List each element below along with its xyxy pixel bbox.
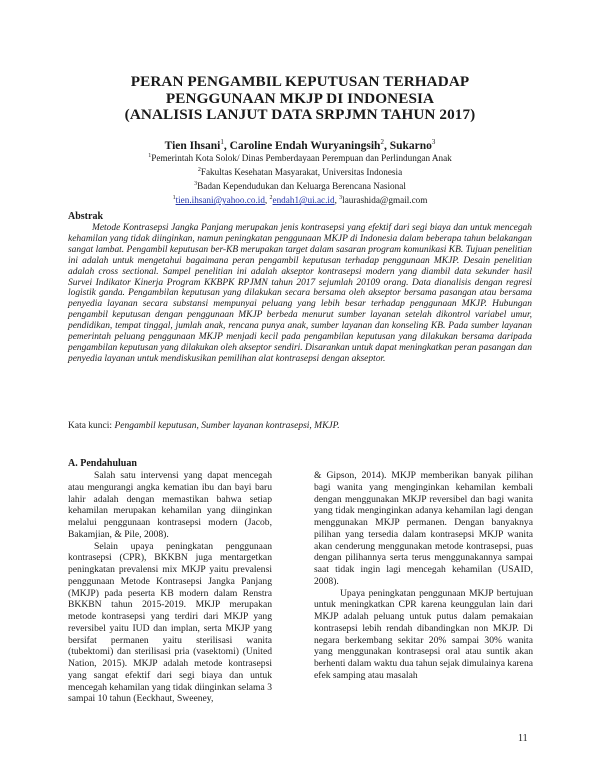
body-paragraph: & Gipson, 2014). MKJP memberikan banyak pilihan bagi wanita yang menginginkan kehamilan kembali dengan menggunakan MKJP reversibel dan bagi wanita yang tidak menginginkan adanya kehamilan lagi dengan menggunakan MKJP permanen. Dengan banyaknya pilihan yang tersedia dalam kontrasepsi MKJP wanita akan cenderung menggunakan metode kontrasepsi, puas dengan pilihannya serta terus menggunakannya sampai saat tidak ingin lagi mencegah kehamilan (USAID, 2008). (314, 470, 533, 587)
email-link[interactable]: endah1@ui.ac.id (272, 195, 335, 206)
abstract-heading: Abstrak (68, 211, 104, 222)
abstract-text: Metode Kontrasepsi Jangka Panjang merupakan jenis kontrasepsi yang efektif dari segi biaya dan untuk mencegah kehamilan yang tidak diinginkan, namun peningkatan penggunaan MKJP di Indonesia dalam beberapa tahun belakangan sangat lambat. Pengambil keputusan ber-KB merupakan target dalam sasaran program komunikasi KB. Tujuan penelitian ini adalah untuk mengetahui bagaimana peran pengambil keputusan terhadap penggunaan MKJP. Desain penelitian adalah cross sectional. Sampel penelitian ini adalah akseptor kontrasepsi modern yang diambil data sekunder hasil Survei Indikator Kinerja Program KKBPK RPJMN tahun 2017 sejumlah 20109 orang. Data dianalisis dengan regresi logistik ganda. Pengambilan keputusan yang dilakukan secara bersama oleh akseptor bersama pasangan atau bersama penyedia layanan secara substansi mempunyai peluang yang lebih besar terhadap penggunaan MKJP. Hubungan pengambil keputusan dengan penggunaan MKJP berbeda menurut sumber layanan setelah dikontrol variabel umur, pendidikan, tempat tinggal, jumlah anak, rencana punya anak, sumber layanan dan konseling KB. Pada sumber layanan pemerintah peluang penggunaan MKJP menjadi kecil pada pengambilan keputusan yang dilakukan bersama daripada pengambilan keputusan yang dilakukan oleh akseptor sendiri. Disarankan untuk dapat meningkatkan peran pasangan dan penyedia layanan untuk mendiskusikan pemilihan alat kontrasepsi dengan akseptor. (68, 223, 532, 364)
left-column (68, 458, 272, 705)
affiliations (60, 150, 540, 206)
author-list: Tien Ihsani$^1$, Caroline Endah Wuryaningsih$^2$, Sukarno$^3$ (164, 138, 436, 152)
author-name: Sukarno (389, 139, 432, 152)
body-paragraph: Selain upaya peningkatan penggunaan kontrasepsi (CPR), BKKBN juga mentargetkan peningkatan prevalensi mix MKJP yaitu prevalensi penggunaan Metode Kontrasepsi Jangka Panjang (MKJP) pada peserta KB modern dalam Renstra BKKBN tahun 2015-2019. MKJP merupakan metode kontrasepsi yang terdiri dari MKJP yang reversibel yaitu IUD dan implan, serta MKJP yang bersifat permanen yaitu sterilisasi wanita (tubektomi) dan sterilisasi pria (vasektomi) (United Nation, 2015). MKJP adalah metode kontrasepsi yang sangat efektif dari segi biaya dan untuk mencegah kehamilan yang tidak diinginkan selama 3 sampai 10 tahun (Eeckhaut, Sweeney, (68, 540, 272, 705)
affiliation-line: $^1$Pemerintah Kota Solok/ Dinas Pemberdayaan Perempuan dan Perlindungan Anak (148, 153, 452, 164)
body-paragraph: Upaya peningkatan penggunaan MKJP bertujuan untuk meningkatkan CPR karena keunggulan lain dari MKJP adalah peluang untuk putus dalam pemakaian kontrasepsi lebih rendah dibandingkan non MKJP. Di negara berkembang sekitar 20% sampai 30% wanita yang menggunakan kontrasepsi oral atau suntik akan berhenti dalam waktu dua tahun sejak dimulainya karena efek samping atau masalah (314, 587, 533, 681)
keywords-value: Pengambil keputusan, Sumber layanan kontrasepsi, MKJP. (114, 421, 340, 431)
section-heading: A. Pendahuluan (68, 458, 137, 469)
page-number: 11 (518, 733, 528, 744)
email-line: $^1$tien.ihsani@yahoo.co.id, $^2$endah1@ui.ac.id, $^3$laurashida@gmail.com (172, 195, 428, 206)
affiliation-line: $^3$Badan Kependudukan dan Keluarga Berencana Nasional (194, 181, 406, 192)
keywords (68, 421, 340, 431)
paper-title (60, 74, 540, 124)
affiliation-line: $^2$Fakultas Kesehatan Masyarakat, Universitas Indonesia (197, 167, 403, 178)
body-paragraph: Salah satu intervensi yang dapat mencegah atau mengurangi angka kematian ibu dan bayi baru lahir adalah dengan memastikan bahwa setiap kehamilan merupakan kehamilan yang diinginkan melalui penggunaan kontrasepsi modern (Jacob, Bakamjian, & Pile, 2008). (68, 470, 272, 540)
author-sup: 1 (220, 138, 224, 146)
author-sup: 3 (431, 138, 436, 146)
author-name: Tien Ihsani (164, 139, 221, 152)
right-column (314, 470, 533, 682)
author-name: Caroline Endah Wuryaningsih (229, 139, 381, 152)
author-sup: 2 (380, 138, 384, 146)
title-line: PERAN PENGAMBIL KEPUTUSAN TERHADAP (130, 73, 470, 90)
title-line: PENGGUNAAN MKJP DI INDONESIA (165, 89, 435, 107)
email-link[interactable]: tien.ihsani@yahoo.co.id (175, 195, 265, 206)
title-line: (ANALISIS LANJUT DATA SRPJMN TAHUN 2017) (124, 106, 476, 123)
keywords-label: Kata kunci: (68, 421, 115, 431)
email-text: laurashida@gmail.com (342, 195, 428, 206)
